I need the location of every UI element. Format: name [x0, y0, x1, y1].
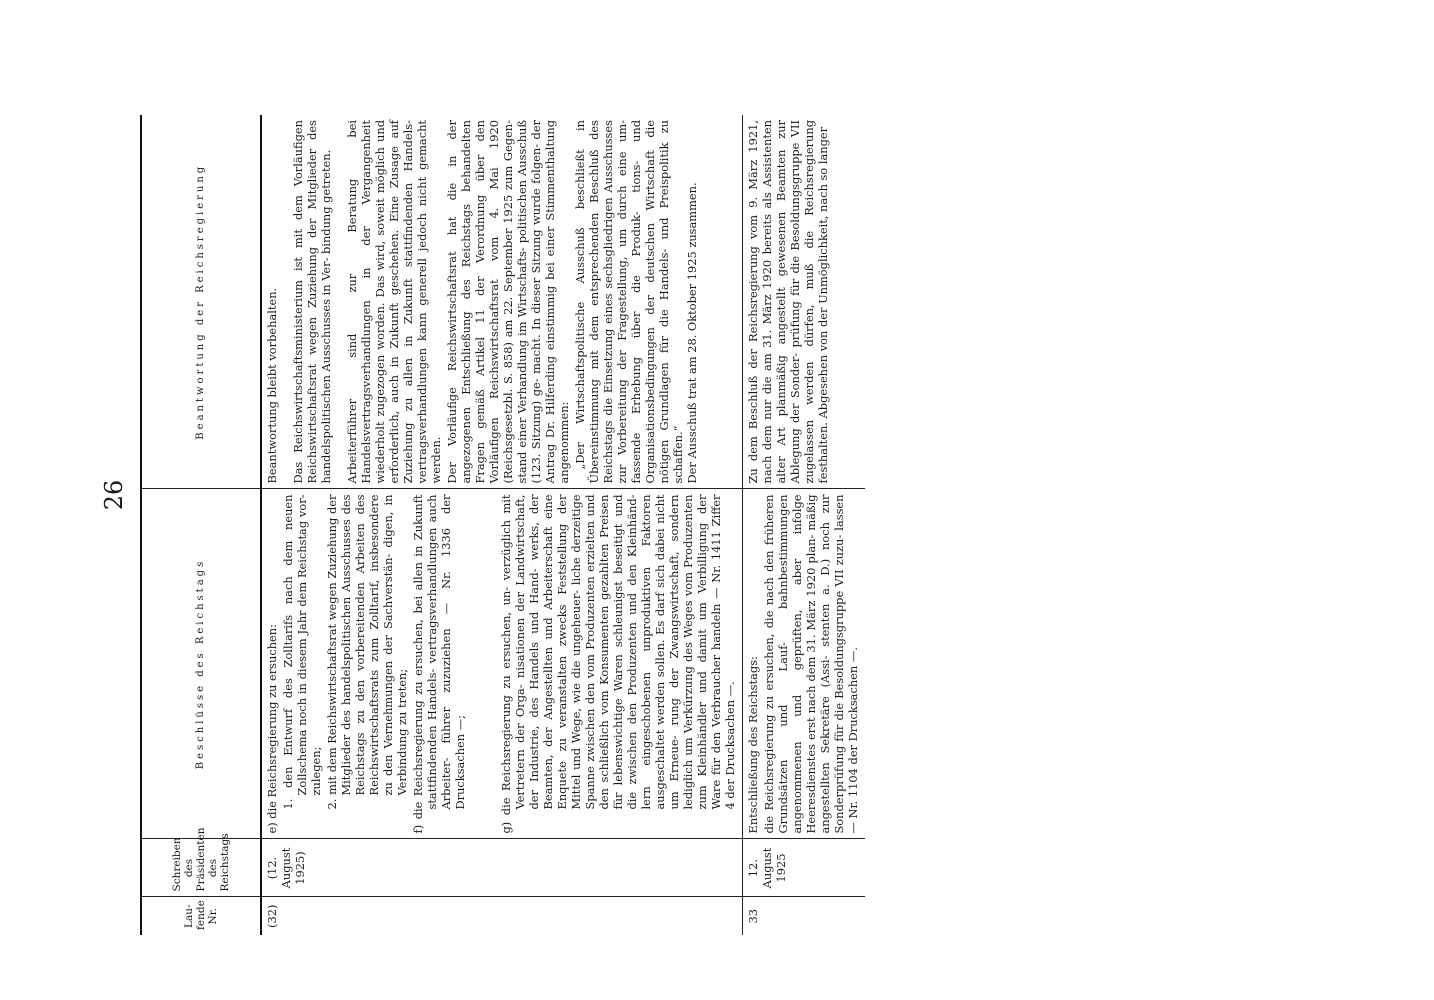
table-row	[743, 115, 866, 935]
resolution-intro: Entschließung des Reichstags:	[746, 656, 760, 834]
table-header-row	[141, 115, 261, 935]
header-number: Lau- fende Nr.	[141, 897, 261, 935]
response-e1: Beantwortung bleibt vorbehalten.	[265, 287, 279, 484]
resolution-e2: 2. mit dem Reichswirtschaftsrat wegen Zuziehung der Mitglieder des handelspolitischen Ausschusses des Reichstags zu den vorbereitenden Arbeiten des Reichswirtschaftsrats zum Zolltarif, insbesondere zu den Vernehmungen der Sachverstän- digen, in Verbindung zu treten;	[325, 494, 409, 810]
row-resolution	[261, 489, 743, 839]
resolution-g: g) die Reichsregierung zu ersuchen, un- verzüglich mit Vertretern der Orga- nisationen der Landwirtschaft, der Industrie, des Handels und Hand- werks, der Beamten, der Angestellten und Arbeiterschaft eine Enquete zu veranstalten zwecks Feststellung der Mittel und Wege, wie die ungeheuer- liche derzeitige Spanne zwischen den vom Produzenten erzielten und den schließlich vom Konsumenten gezahlten Preisen für lebenswichtige Waren schleunigst beseitigt und die zwischen den Produzenten und den Kleinhänd- lern eingeschobenen unproduktiven Faktoren ausgeschaltet werden sollen. Es darf sich dabei nicht um Erneue- rung der Zwangswirtschaft, sondern lediglich um Verkürzung des Weges vom Produzenten zum Kleinhändler und damit um Verbilligung der Ware für den Verbraucher handeln — Nr. 1411 Ziffer 4 der Drucksachen —.	[499, 494, 737, 834]
header-resolutions: Beschlüsse des Reichstags	[141, 489, 261, 839]
response-g1: Der Vorläufige Reichswirtschaftsrat hat die in der angezogenen Entschließung des Reichstags behandelten Fragen gemäß Artikel 11 der Verordnung über den Vorläufigen Reichswirtschaftsrat vom 4. Mai 1920 (Reichsgesetzbl. S. 858) am 22. September 1925 zum Gegen- stand einer Verhandlung im Wirtschafts- politischen Ausschuß (123. Sitzung) ge- macht. In dieser Sitzung wurde folgen- der Antrag Dr. Hilferding einstimmig bei einer Stimmenthaltung angenommen:	[445, 120, 571, 484]
rotated-page-content	[100, 55, 1260, 935]
resolution-body: die Reichsregierung zu ersuchen, die nach den früheren Grundsätzen und Lauf- bahnbestimmungen angenommenen und geprüften, aber infolge Heeresdienstes erst nach dem 31. März 1920 plan- mäßig angestellten Sekretäre (Assi- stenten a. D.) noch zur Sonderprüfung für die Besoldungsgruppe VII zuzu- lassen — Nr. 1104 der Drucksachen —.	[762, 494, 860, 834]
row-number: 33	[743, 897, 866, 935]
row-response	[261, 115, 743, 489]
row-resolution	[743, 489, 866, 839]
header-letter-date: Schreiben des Präsidenten des Reichstags	[141, 839, 261, 897]
row-date: (12. August 1925)	[261, 839, 743, 897]
resolutions-table	[140, 115, 865, 935]
response-g3: Der Ausschuß trat am 28. Oktober 1925 zusammen.	[685, 182, 699, 484]
row-number: (32)	[265, 904, 279, 928]
page-number: 26	[100, 479, 128, 511]
resolution-e1: 1. den Entwurf des Zolltarifs nach dem neuen Zollschema noch in diesem Jahr dem Reichstag vor- zulegen;	[281, 494, 323, 810]
resolution-f: f) die Reichsregierung zu ersuchen, bei allen in Zukunft stattfindenden Handels- vertragsverhandlungen auch Arbeiter- führer zuzuziehen — Nr. 1336 der Drucksachen —;	[411, 494, 467, 834]
table-row	[261, 115, 743, 935]
response-body: Zu dem Beschluß der Reichsregierung vom 9. März 1921, nach dem nur die am 31. März 1920 bereits als Assistenten alter Art planmäßig angestellt gewesenen Beamten zur Ablegung der Sonder- prüfung für die Besoldungsgruppe VII zugelassen werden dürfen, muß die Reichsregierung festhalten. Abgesehen von der Unmöglichkeit, nach so langer	[746, 120, 830, 484]
side-credit-strip	[1420, 0, 1434, 1000]
row-date: 12. August 1925	[743, 839, 866, 897]
header-response: Beantwortung der Reichsregierung	[141, 115, 261, 489]
resolution-e-intro: e) die Reichsregierung zu ersuchen:	[265, 624, 279, 834]
row-response	[743, 115, 866, 489]
response-g2-quote: „Der Wirtschaftspolitische Ausschuß beschließt in Übereinstimmung mit dem entsprechenden Beschluß des Reichstags die Einsetzung eines sechsgliedrigen Ausschusses zur Vorbereitung der Fragestellung, um durch eine um- fassende Erhebung über die Produk- tions- und Organisationsbedingungen der deutschen Wirtschaft die nötigen Grundlagen für die Handels- und Preispolitik zu schaffen.“	[573, 120, 685, 484]
response-f: Arbeiterführer sind zur Beratung bei Handelsvertragsverhandlungen in der Vergangenheit wiederholt zugezogen worden. Das wird, soweit möglich und erforderlich, auch in Zukunft geschehen. Eine Zusage auf Zuziehung zu allen in Zukunft stattfindenden Handels- vertragsverhandlungen kann generell jedoch nicht gemacht werden.	[345, 120, 443, 484]
response-e2: Das Reichswirtschaftsministerium ist mit dem Vorläufigen Reichswirtschaftsrat wegen Zuziehung der Mitglieder des handelspolitischen Ausschusses in Ver- bindung getreten.	[291, 120, 333, 484]
